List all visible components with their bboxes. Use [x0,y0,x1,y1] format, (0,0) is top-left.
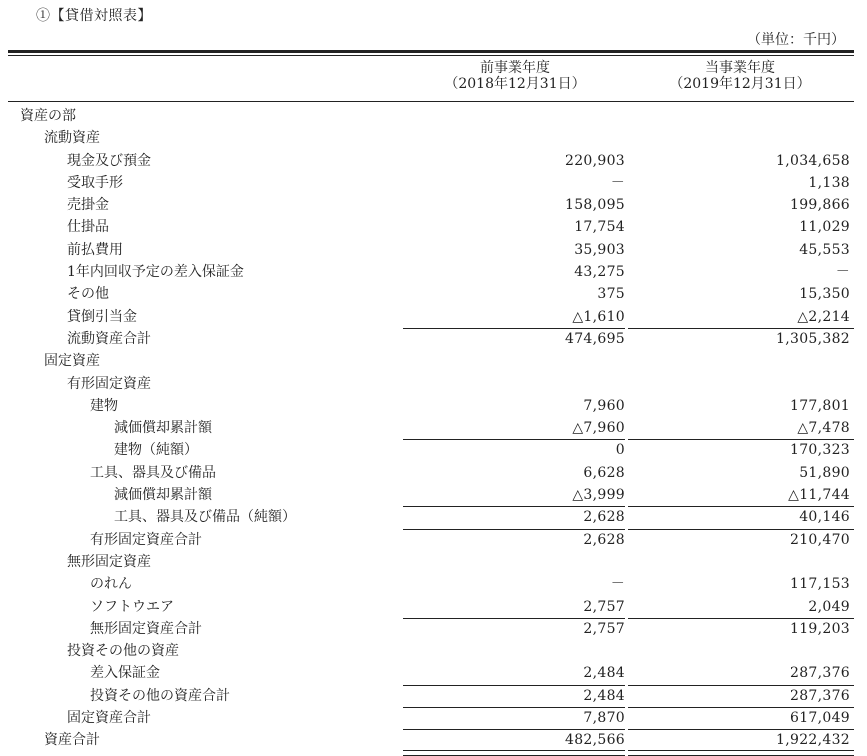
table-row [0,417,867,439]
row-label: 現金及び預金 [67,152,151,169]
table-row [0,328,867,350]
curr-period-value: 199,866 [790,197,850,214]
curr-period-value: 1,922,432 [776,732,850,749]
table-row [0,618,867,640]
header-rule-thin [8,55,854,56]
prev-period-value: 0 [615,442,625,459]
row-label: 前払費用 [67,241,123,258]
row-label: 固定資産 [44,353,100,370]
curr-period-value: 1,034,658 [776,152,850,169]
curr-period-value: 51,890 [799,464,850,481]
row-label: 工具、器具及び備品 [90,464,216,481]
prev-period-value: 220,903 [565,152,625,169]
curr-period-header [630,60,850,92]
table-row [0,729,867,751]
row-label: 建物 [90,397,118,414]
row-label: 差入保証金 [90,665,160,682]
table-row [0,395,867,417]
prev-period-value: 2,757 [583,598,625,615]
row-label: 貸倒引当金 [67,308,137,325]
curr-period-value: 117,153 [790,576,850,593]
table-row [0,261,867,283]
prev-period-value: △3,999 [572,487,625,504]
row-label: 建物（純額） [114,442,198,459]
curr-period-value: △2,214 [797,308,850,325]
curr-period-value: 617,049 [790,710,850,727]
table-row [0,283,867,305]
prev-period-value: 35,903 [574,241,625,258]
curr-period-value: 1,305,382 [776,330,850,347]
table-row [0,573,867,595]
table-row [0,596,867,618]
table-row [0,194,867,216]
curr-period-value: 177,801 [790,397,850,414]
row-label: のれん [90,576,132,593]
row-label: 固定資産合計 [67,710,151,727]
column-header-rule [8,101,854,102]
row-label: 仕掛品 [67,219,109,236]
prev-period-value: 474,695 [565,330,625,347]
row-label: その他 [67,286,109,303]
row-label: 有形固定資産合計 [90,531,202,548]
table-row [0,685,867,707]
total-double-rule [628,750,854,756]
statement-heading: ①【貸借対照表】 [36,8,152,24]
prev-period-title: 前事業年度 [480,60,550,76]
prev-period-value: 7,960 [583,397,625,414]
table-row [0,439,867,461]
table-row [0,462,867,484]
table-row [0,127,867,149]
table-row [0,662,867,684]
prev-period-value: 2,757 [583,620,625,637]
row-label: 1年内回収予定の差入保証金 [67,264,244,281]
row-label: 投資その他の資産 [67,643,179,660]
table-row [0,150,867,172]
row-label: 売掛金 [67,197,109,214]
table-row [0,529,867,551]
prev-period-value: 482,566 [565,732,625,749]
unit-label: （単位：千円） [747,32,845,48]
table-row [0,239,867,261]
curr-period-value: △7,478 [797,420,850,437]
prev-period-date: （2018年12月31日） [444,76,586,92]
curr-period-value: 287,376 [790,665,850,682]
row-label: 無形固定資産 [67,553,151,570]
header-rule-thick [8,50,854,53]
table-row [0,216,867,238]
curr-period-value: － [835,264,850,281]
table-row [0,306,867,328]
curr-period-value: 2,049 [808,598,850,615]
row-label: 減価償却累計額 [114,487,212,504]
prev-period-value: 7,870 [583,710,625,727]
prev-period-value: △1,610 [572,308,625,325]
prev-period-value: 6,628 [583,464,625,481]
prev-period-value: － [610,174,625,191]
curr-period-value: 119,203 [790,620,850,637]
curr-period-value: △11,744 [788,487,850,504]
row-label: 工具、器具及び備品（純額） [114,509,296,526]
curr-period-value: 1,138 [808,174,850,191]
table-row [0,105,867,127]
row-label: 受取手形 [67,174,123,191]
curr-period-value: 210,470 [790,531,850,548]
table-row [0,484,867,506]
curr-period-value: 15,350 [799,286,850,303]
prev-period-value: 2,484 [583,687,625,704]
curr-period-value: 45,553 [799,241,850,258]
curr-period-value: 170,323 [790,442,850,459]
prev-period-value: 17,754 [574,219,625,236]
total-double-rule [403,750,625,756]
prev-period-value: － [610,576,625,593]
balance-sheet-table [0,105,867,752]
prev-period-value: 375 [597,286,625,303]
curr-period-date: （2019年12月31日） [669,76,811,92]
prev-period-value: 158,095 [565,197,625,214]
row-label: 資産の部 [20,108,76,124]
row-label: ソフトウエア [90,598,174,615]
row-label: 流動資産合計 [67,330,151,347]
row-label: 投資その他の資産合計 [90,687,230,704]
table-row [0,506,867,528]
curr-period-title: 当事業年度 [705,60,775,76]
prev-period-header [405,60,625,92]
row-label: 資産合計 [44,732,100,749]
table-row [0,551,867,573]
prev-period-value: 43,275 [574,264,625,281]
table-row [0,172,867,194]
table-row [0,350,867,372]
row-label: 流動資産 [44,130,100,147]
prev-period-value: 2,484 [583,665,625,682]
prev-period-value: 2,628 [583,509,625,526]
table-row [0,707,867,729]
curr-period-value: 40,146 [799,509,850,526]
curr-period-value: 287,376 [790,687,850,704]
row-label: 無形固定資産合計 [90,620,202,637]
prev-period-value: 2,628 [583,531,625,548]
row-label: 有形固定資産 [67,375,151,392]
prev-period-value: △7,960 [572,420,625,437]
table-row [0,373,867,395]
row-label: 減価償却累計額 [114,420,212,437]
curr-period-value: 11,029 [799,219,850,236]
table-row [0,640,867,662]
